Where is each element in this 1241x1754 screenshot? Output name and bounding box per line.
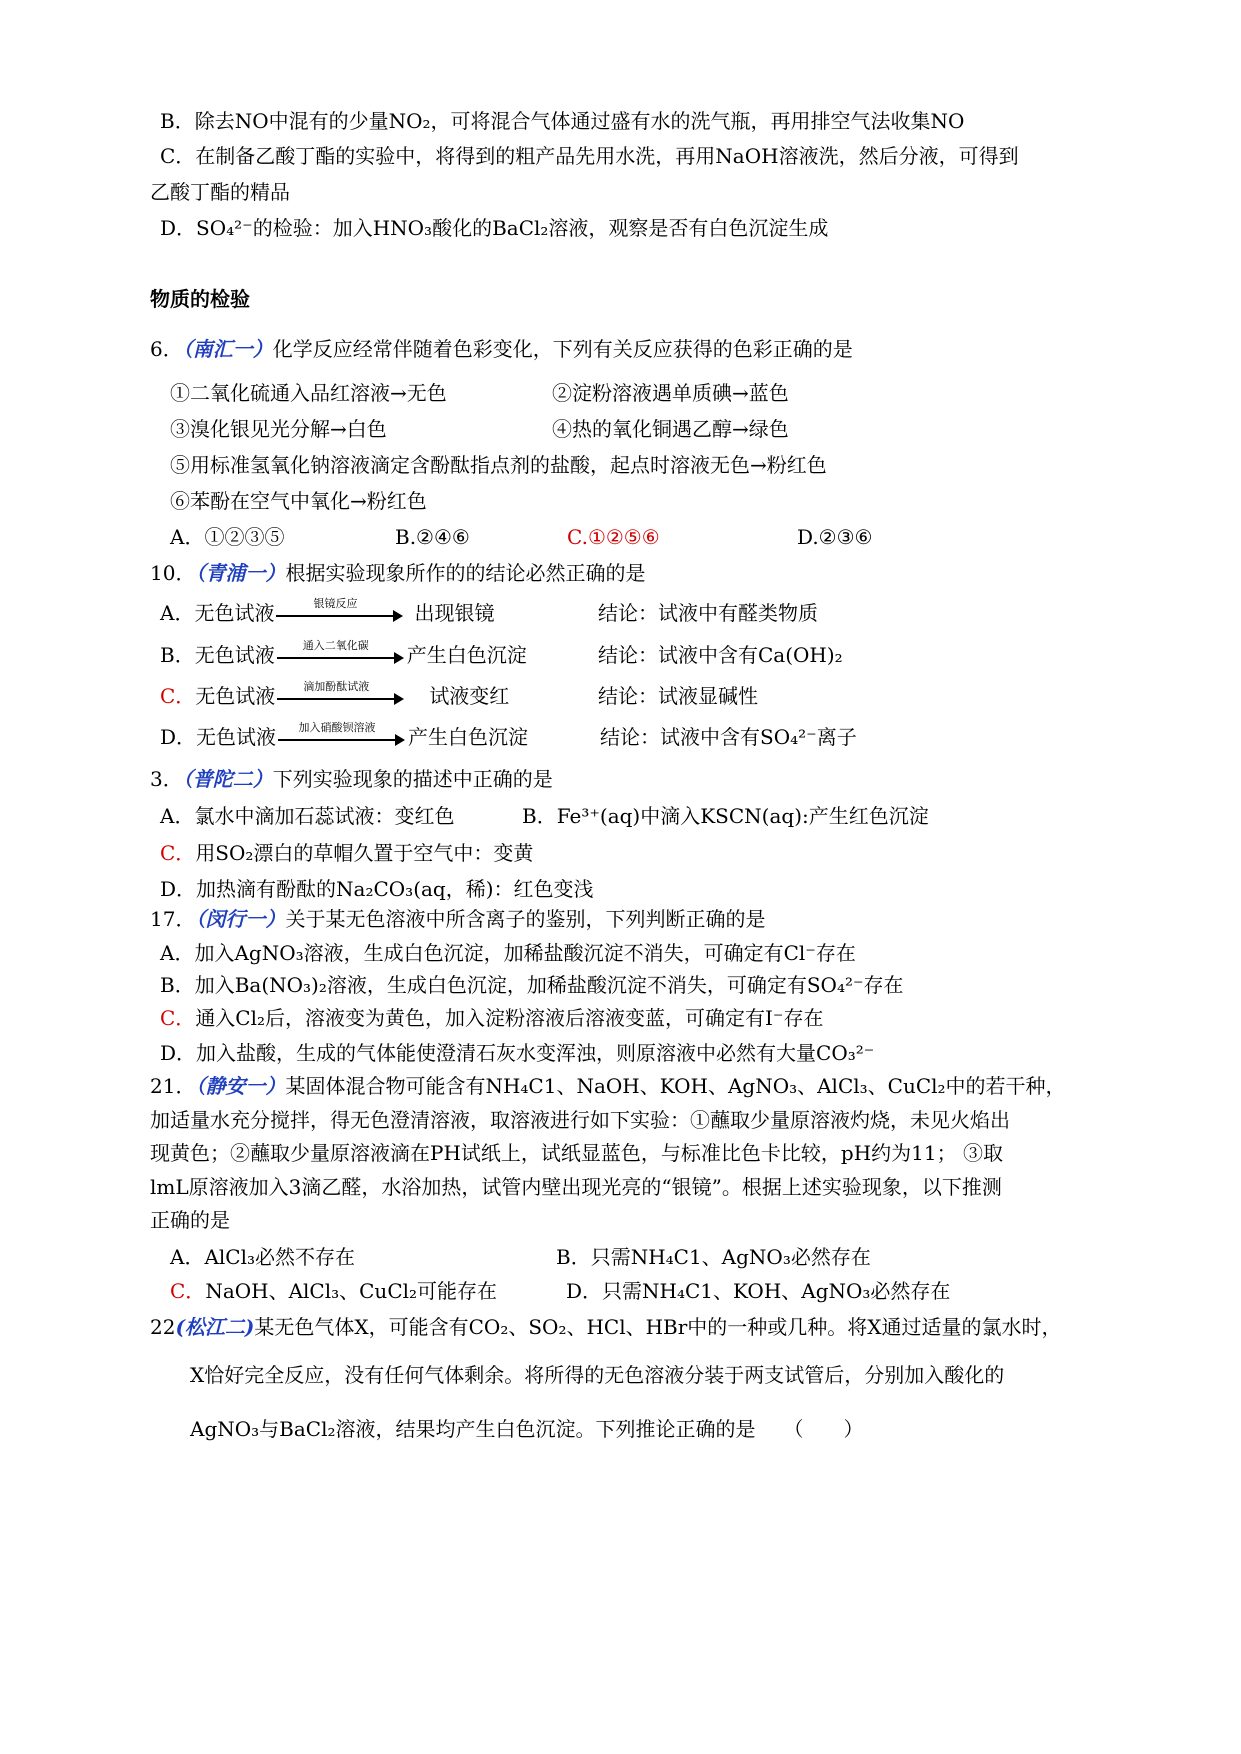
q17-option-d: D．加入盐酸，生成的气体能使澄清石灰水变浑浊，则原溶液中必然有大量CO₃²⁻ — [160, 1041, 875, 1065]
q10-option-a — [160, 597, 495, 626]
q3-number: 3． — [150, 767, 183, 791]
q6-item-4: ④热的氧化铜遇乙醇→绿色 — [552, 417, 789, 441]
q21-option-c — [170, 1278, 497, 1304]
q22-line-2: X恰好完全反应，没有任何气体剩余。将所得的无色溶液分装于两支试管后，分别加入酸化的 — [190, 1363, 1005, 1387]
q10-b-prefix: B．无色试液 — [160, 643, 275, 667]
q3-c-prefix: C． — [160, 841, 196, 865]
q17-option-b: B．加入Ba(NO₃)₂溶液，生成白色沉淀，加稀盐酸沉淀不消失，可确定有SO₄²⁻存在 — [160, 973, 904, 997]
q10-source: （青浦一） — [195, 561, 286, 585]
q3-option-b: B．Fe³⁺(aq)中滴入KSCN(aq):产生红色沉淀 — [522, 804, 929, 828]
q6-option-b: B.②④⑥ — [395, 525, 470, 549]
q6-item-3: ③溴化银见光分解→白色 — [170, 417, 387, 441]
answer-blank: （ ） — [783, 1417, 864, 1441]
q10-a-conclusion: 结论：试液中有醛类物质 — [598, 601, 818, 625]
q21-line-2: 加适量水充分搅拌，得无色澄清溶液，取溶液进行如下实验：①蘸取少量原溶液灼烧，未见火焰出 — [150, 1108, 1010, 1132]
q21-line-1 — [150, 1073, 1066, 1099]
q21-number: 21． — [150, 1074, 196, 1098]
arrow-label: 银镜反应 — [313, 597, 358, 610]
q5-option-c-line2: 乙酸丁酯的精品 — [150, 180, 290, 204]
q21-source: （静安一） — [195, 1074, 286, 1098]
q17-stem-text: 关于某无色溶液中所含离子的鉴别，下列判断正确的是 — [285, 907, 766, 931]
q21-line-4: lmL原溶液加入3滴乙醛，水浴加热，试管内壁出现光亮的“银镜”。根据上述实验现象，以下推测 — [150, 1175, 1002, 1199]
q21-line-3: 现黄色；②蘸取少量原溶液滴在PH试纸上，试纸显蓝色，与标准比色卡比较，pH约为11； ③取 — [150, 1141, 1003, 1165]
q3-source: （普陀二） — [182, 767, 273, 791]
q21-c-text: NaOH、AlCl₃、CuCl₂可能存在 — [205, 1279, 498, 1303]
reaction-arrow-icon — [276, 597, 404, 626]
q10-d-observation: 产生白色沉淀 — [408, 725, 529, 749]
q21-option-a: A．AlCl₃必然不存在 — [170, 1245, 355, 1269]
q21-line-1-text: 某固体混合物可能含有NH₄C1、NaOH、KOH、AgNO₃、AlCl₃、CuCl₂中的若干种， — [285, 1074, 1066, 1098]
q21-option-d: D．只需NH₄C1、KOH、AgNO₃必然存在 — [566, 1279, 951, 1303]
arrow-label: 滴加酚酞试液 — [303, 680, 370, 693]
q3-option-d: D．加热滴有酚酞的Na₂CO₃(aq，稀)：红色变浅 — [160, 877, 594, 901]
q6-source: （南汇一） — [182, 337, 273, 361]
q17-option-c — [160, 1005, 824, 1031]
q6-number: 6． — [150, 337, 183, 361]
q10-b-observation: 产生白色沉淀 — [406, 643, 527, 667]
q10-option-d — [160, 721, 529, 750]
q10-c-prefix-text: 无色试液 — [195, 684, 276, 708]
q3-c-text: 用SO₂漂白的草帽久置于空气中：变黄 — [195, 841, 534, 865]
q17-c-prefix: C． — [160, 1006, 196, 1030]
q21-option-b: B．只需NH₄C1、AgNO₃必然存在 — [556, 1245, 871, 1269]
q3-option-a: A．氯水中滴加石蕊试液：变红色 — [160, 804, 455, 828]
reaction-arrow-icon — [277, 680, 405, 709]
q10-number: 10． — [150, 561, 196, 585]
q6-item-5: ⑤用标准氢氧化钠溶液滴定含酚酞指点剂的盐酸，起点时溶液无色→粉红色 — [170, 453, 827, 477]
q10-stem-text: 根据实验现象所作的的结论必然正确的是 — [285, 561, 646, 585]
q22-source: (松江二) — [175, 1315, 255, 1339]
q10-c-observation: 试液变红 — [429, 684, 510, 708]
section-title: 物质的检验 — [150, 287, 250, 311]
q5-option-d: D．SO₄²⁻的检验：加入HNO₃酸化的BaCl₂溶液，观察是否有白色沉淀生成 — [160, 216, 829, 240]
reaction-arrow-icon — [277, 639, 405, 668]
q6-item-1: ①二氧化硫通入品红溶液→无色 — [170, 381, 447, 405]
q22-line-1-text: 某无色气体X，可能含有CO₂、SO₂、HCl、HBr中的一种或几种。将X通过适量的氯水时， — [254, 1315, 1062, 1339]
q6-stem-text: 化学反应经常伴随着色彩变化，下列有关反应获得的色彩正确的是 — [272, 337, 853, 361]
q17-option-a: A．加入AgNO₃溶液，生成白色沉淀，加稀盐酸沉淀不消失，可确定有Cl⁻存在 — [160, 941, 856, 965]
q10-b-conclusion: 结论：试液中含有Ca(OH)₂ — [598, 643, 843, 667]
q17-c-text: 通入Cl₂后，溶液变为黄色，加入淀粉溶液后溶液变蓝，可确定有I⁻存在 — [195, 1006, 824, 1030]
q22-number: 22 — [150, 1315, 176, 1339]
q22-line-3-text: AgNO₃与BaCl₂溶液，结果均产生白色沉淀。下列推论正确的是 — [190, 1417, 756, 1441]
q21-line-5: 正确的是 — [150, 1208, 230, 1232]
q10-d-conclusion: 结论：试液中含有SO₄²⁻离子 — [600, 725, 857, 749]
q3-option-c — [160, 840, 533, 866]
q6-item-2: ②淀粉溶液遇单质碘→蓝色 — [552, 381, 789, 405]
q10-a-prefix: A．无色试液 — [160, 601, 275, 625]
q10-option-c — [160, 680, 510, 709]
q6-option-a: A．①②③⑤ — [170, 525, 285, 549]
q5-option-c-line1: C．在制备乙酸丁酯的实验中，将得到的粗产品先用水洗，再用NaOH溶液洗，然后分液，可得到 — [160, 144, 1019, 168]
q17-number: 17． — [150, 907, 196, 931]
q5-option-b: B．除去NO中混有的少量NO₂，可将混合气体通过盛有水的洗气瓶，再用排空气法收集NO — [160, 109, 965, 133]
arrow-label: 加入硝酸钡溶液 — [298, 721, 376, 734]
q17-stem — [150, 906, 765, 932]
arrow-label: 通入二氧化碳 — [302, 639, 369, 652]
q10-c-conclusion: 结论：试液显碱性 — [598, 684, 758, 708]
q10-c-prefix: C． — [160, 684, 196, 708]
q6-stem — [150, 336, 853, 362]
q3-stem-text: 下列实验现象的描述中正确的是 — [272, 767, 553, 791]
q10-stem — [150, 560, 645, 586]
q6-item-6: ⑥苯酚在空气中氧化→粉红色 — [170, 489, 427, 513]
q10-a-observation: 出现银镜 — [414, 601, 495, 625]
q10-d-prefix: D．无色试液 — [160, 725, 277, 749]
q6-option-c: C.①②⑤⑥ — [567, 525, 660, 549]
q22-line-1 — [150, 1314, 1062, 1340]
reaction-arrow-icon — [278, 721, 406, 750]
q6-option-d: D.②③⑥ — [797, 525, 873, 549]
q10-option-b — [160, 639, 527, 668]
q17-source: （闵行一） — [195, 907, 286, 931]
q22-line-3 — [190, 1416, 864, 1442]
q3-stem — [150, 766, 553, 792]
q21-c-prefix: C． — [170, 1279, 206, 1303]
